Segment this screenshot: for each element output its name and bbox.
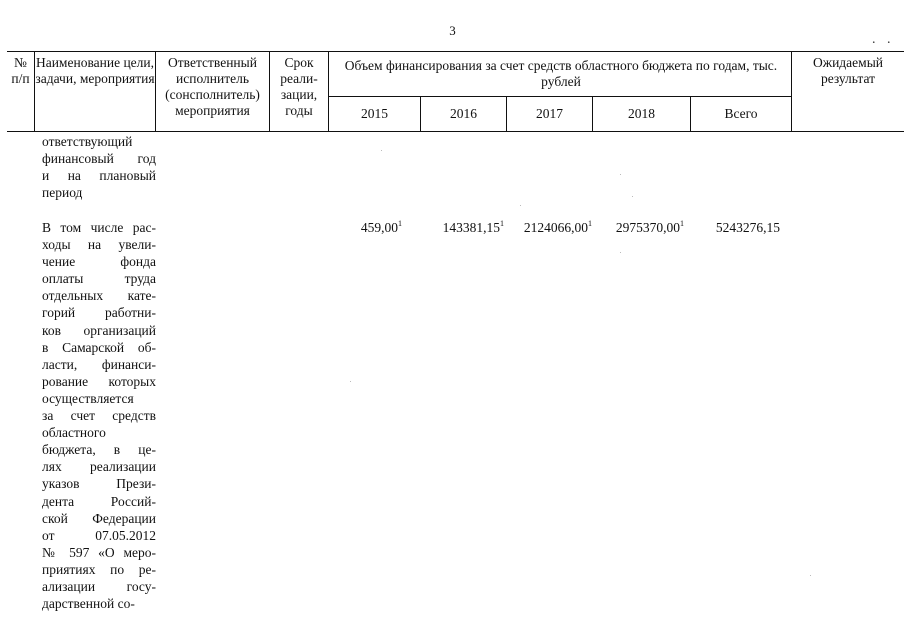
table-header	[7, 51, 904, 131]
header-executor: Ответственный исполнитель (сонсполнитель) мероприятия	[165, 55, 260, 118]
text-line: № 597 «О меро-	[42, 544, 156, 560]
text-line: ской Федерации	[42, 510, 156, 526]
text-line: ализации госу-	[42, 578, 156, 594]
header-year: 2015	[361, 106, 388, 121]
text-line: ответствующий	[42, 134, 133, 149]
text-line: оплаты труда	[42, 271, 156, 287]
footnote-mark: 1	[398, 219, 402, 228]
value-2018	[588, 219, 684, 236]
text-line: горий работни-	[42, 305, 156, 321]
value-2015	[320, 219, 402, 236]
scan-speck	[350, 381, 351, 382]
text-line: лях реализации	[42, 459, 156, 475]
scan-speck	[810, 575, 811, 576]
text-line: осуществляется	[42, 390, 134, 406]
value-amount: 2124066,00	[523, 220, 588, 235]
text-line: дента Россий-	[42, 493, 156, 509]
header-total: Всего	[724, 106, 758, 121]
footnote-mark: 1	[500, 219, 504, 228]
text-line: период	[42, 185, 83, 201]
scan-speck	[520, 205, 521, 206]
col-border	[269, 51, 270, 131]
text-line: указов Прези-	[42, 476, 156, 492]
text-line: ходы на увели-	[42, 237, 156, 253]
item-text-continuation	[42, 133, 156, 201]
value-2016	[410, 219, 504, 236]
header-year: 2016	[450, 106, 477, 121]
text-line: финансовый год	[42, 151, 156, 167]
header-year: 2017	[536, 106, 563, 121]
text-line: областного	[42, 425, 106, 441]
header-year: 2018	[628, 106, 655, 121]
scan-speck	[632, 196, 633, 197]
footnote-mark: 1	[588, 219, 592, 228]
value-2017	[494, 219, 592, 236]
value-amount: 2975370,00	[615, 220, 680, 235]
text-line: чение фонда	[42, 254, 156, 270]
header-term: Срок реали-зации, годы	[280, 55, 318, 118]
value-amount: 459,00	[360, 220, 398, 235]
corner-dots: . .	[872, 32, 895, 47]
header-name: Наименование цели, задачи, мероприятия	[35, 55, 155, 86]
header-result: Ожидаемый результат	[813, 55, 883, 86]
value-amount: 5243276,15	[715, 220, 780, 235]
value-total	[690, 219, 780, 236]
item-text-salaries	[42, 219, 156, 612]
value-amount: 143381,15	[442, 220, 500, 235]
scan-speck	[381, 150, 382, 151]
text-line: отдельных кате-	[42, 288, 156, 304]
text-line: дарственной со-	[42, 596, 135, 612]
text-line: В том числе рас-	[42, 220, 156, 235]
text-line: от 07.05.2012	[42, 527, 156, 543]
text-line: в Самарской об-	[42, 339, 156, 355]
text-line: ков организаций	[42, 322, 156, 338]
text-line: рование которых	[42, 373, 156, 389]
text-line: за счет средств	[42, 408, 156, 424]
header-num: № п/п	[11, 55, 30, 86]
scan-speck	[620, 174, 621, 175]
header-bottom-border	[7, 131, 904, 132]
footnote-mark: 1	[680, 219, 684, 228]
header-funding: Объем финансирования за счет средств областного бюджета по годам, тыс. рублей	[344, 57, 778, 89]
text-line: бюджета, в це-	[42, 442, 156, 458]
text-line: и на плановый	[42, 168, 156, 184]
scan-speck	[620, 252, 621, 253]
text-line: ласти, финанси-	[42, 356, 156, 372]
page-number: 3	[449, 23, 456, 38]
text-line: приятиях по ре-	[42, 561, 156, 577]
